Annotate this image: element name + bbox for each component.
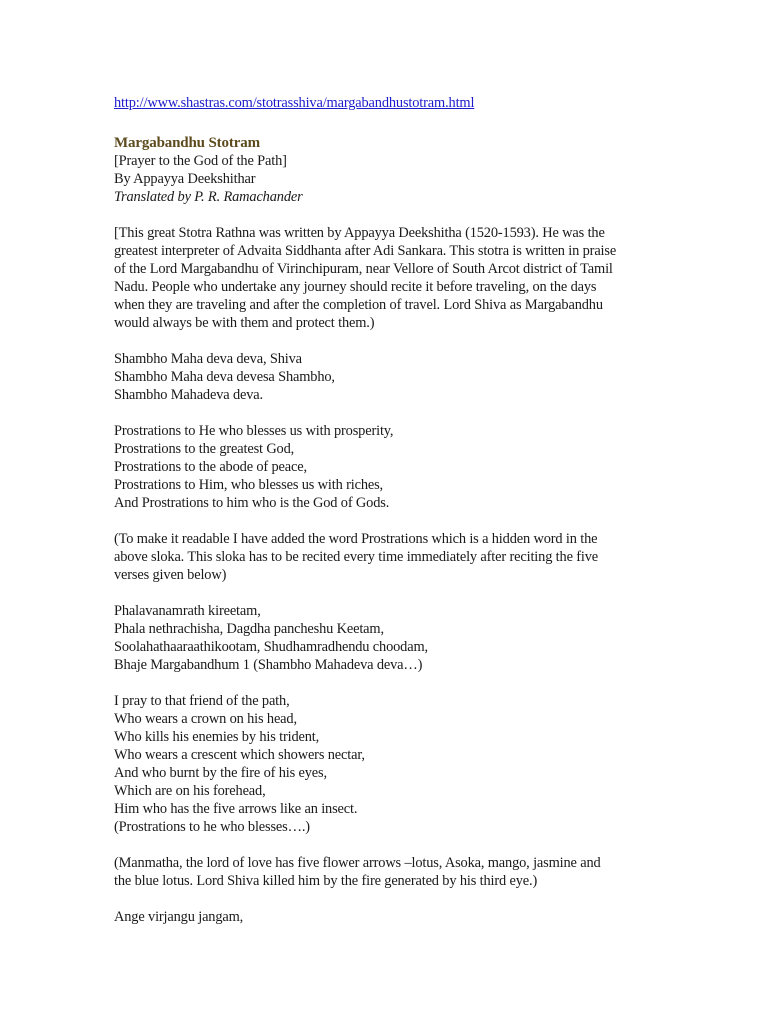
verse-1 bbox=[114, 602, 654, 674]
intro-line: [This great Stotra Rathna was written by Appayya Deekshitha (1520-1593). He was the bbox=[114, 225, 605, 241]
intro-line: when they are traveling and after the completion of travel. Lord Shiva as Margabandhu bbox=[114, 297, 603, 313]
document-body bbox=[114, 94, 654, 926]
note-line: (To make it readable I have added the word Prostrations which is a hidden word in the bbox=[114, 531, 598, 547]
translation-line: Prostrations to He who blesses us with prosperity, bbox=[114, 423, 394, 439]
verse-1-translation bbox=[114, 692, 654, 836]
refrain-line: Shambho Maha deva deva, Shiva bbox=[114, 351, 302, 367]
note-line: the blue lotus. Lord Shiva killed him by the fire generated by his third eye.) bbox=[114, 873, 538, 889]
translation-line: Who wears a crescent which showers nectar, bbox=[114, 747, 365, 763]
note-line: (Manmatha, the lord of love has five flower arrows –lotus, Asoka, mango, jasmine and bbox=[114, 855, 601, 871]
source-link[interactable]: http://www.shastras.com/stotrasshiva/margabandhustotram.html bbox=[114, 95, 475, 111]
note-line: verses given below) bbox=[114, 567, 227, 583]
translation-line: Who wears a crown on his head, bbox=[114, 711, 297, 727]
note-line: above sloka. This sloka has to be recited every time immediately after reciting the five bbox=[114, 549, 599, 565]
translation-line: I pray to that friend of the path, bbox=[114, 693, 290, 709]
verse-line: Soolahathaaraathikootam, Shudhamradhendu choodam, bbox=[114, 639, 428, 655]
intro-line: greatest interpreter of Advaita Siddhanta after Adi Sankara. This stotra is written in praise bbox=[114, 243, 617, 259]
translation-line: Him who has the five arrows like an insect. bbox=[114, 801, 358, 817]
translation-line: And who burnt by the fire of his eyes, bbox=[114, 765, 327, 781]
translation-line: Prostrations to the abode of peace, bbox=[114, 459, 307, 475]
translation-line: And Prostrations to him who is the God of Gods. bbox=[114, 495, 390, 511]
translation-line: (Prostrations to he who blesses….) bbox=[114, 819, 310, 835]
spacer bbox=[114, 836, 654, 854]
verse-line: Bhaje Margabandhum 1 (Shambho Mahadeva deva…) bbox=[114, 657, 423, 673]
intro-line: would always be with them and protect them.) bbox=[114, 315, 375, 331]
spacer bbox=[114, 890, 654, 908]
document-subtitle: [Prayer to the God of the Path] bbox=[114, 153, 287, 169]
translation-line: Prostrations to Him, who blesses us with riches, bbox=[114, 477, 384, 493]
translation-line: Which are on his forehead, bbox=[114, 783, 266, 799]
intro-line: Nadu. People who undertake any journey should recite it before traveling, on the days bbox=[114, 279, 597, 295]
intro-paragraph bbox=[114, 224, 654, 332]
spacer bbox=[114, 674, 654, 692]
spacer bbox=[114, 584, 654, 602]
translator-line: Translated by P. R. Ramachander bbox=[114, 189, 303, 205]
spacer bbox=[114, 206, 654, 224]
refrain-line: Shambho Maha deva devesa Shambho, bbox=[114, 369, 335, 385]
translation-line: Prostrations to the greatest God, bbox=[114, 441, 295, 457]
translation-line: Who kills his enemies by his trident, bbox=[114, 729, 320, 745]
verse-2 bbox=[114, 908, 654, 926]
verse-line: Phala nethrachisha, Dagdha pancheshu Keetam, bbox=[114, 621, 384, 637]
note-paragraph bbox=[114, 530, 654, 584]
spacer bbox=[114, 404, 654, 422]
verse-line: Phalavanamrath kireetam, bbox=[114, 603, 261, 619]
refrain-line: Shambho Mahadeva deva. bbox=[114, 387, 263, 403]
intro-line: of the Lord Margabandhu of Virinchipuram, near Vellore of South Arcot district of Tamil bbox=[114, 261, 613, 277]
note-paragraph bbox=[114, 854, 654, 890]
spacer bbox=[114, 512, 654, 530]
spacer bbox=[114, 332, 654, 350]
author-line: By Appayya Deekshithar bbox=[114, 171, 256, 187]
refrain-translation bbox=[114, 422, 654, 512]
refrain-verse bbox=[114, 350, 654, 404]
document-title: Margabandhu Stotram bbox=[114, 135, 260, 151]
verse-line: Ange virjangu jangam, bbox=[114, 909, 244, 925]
